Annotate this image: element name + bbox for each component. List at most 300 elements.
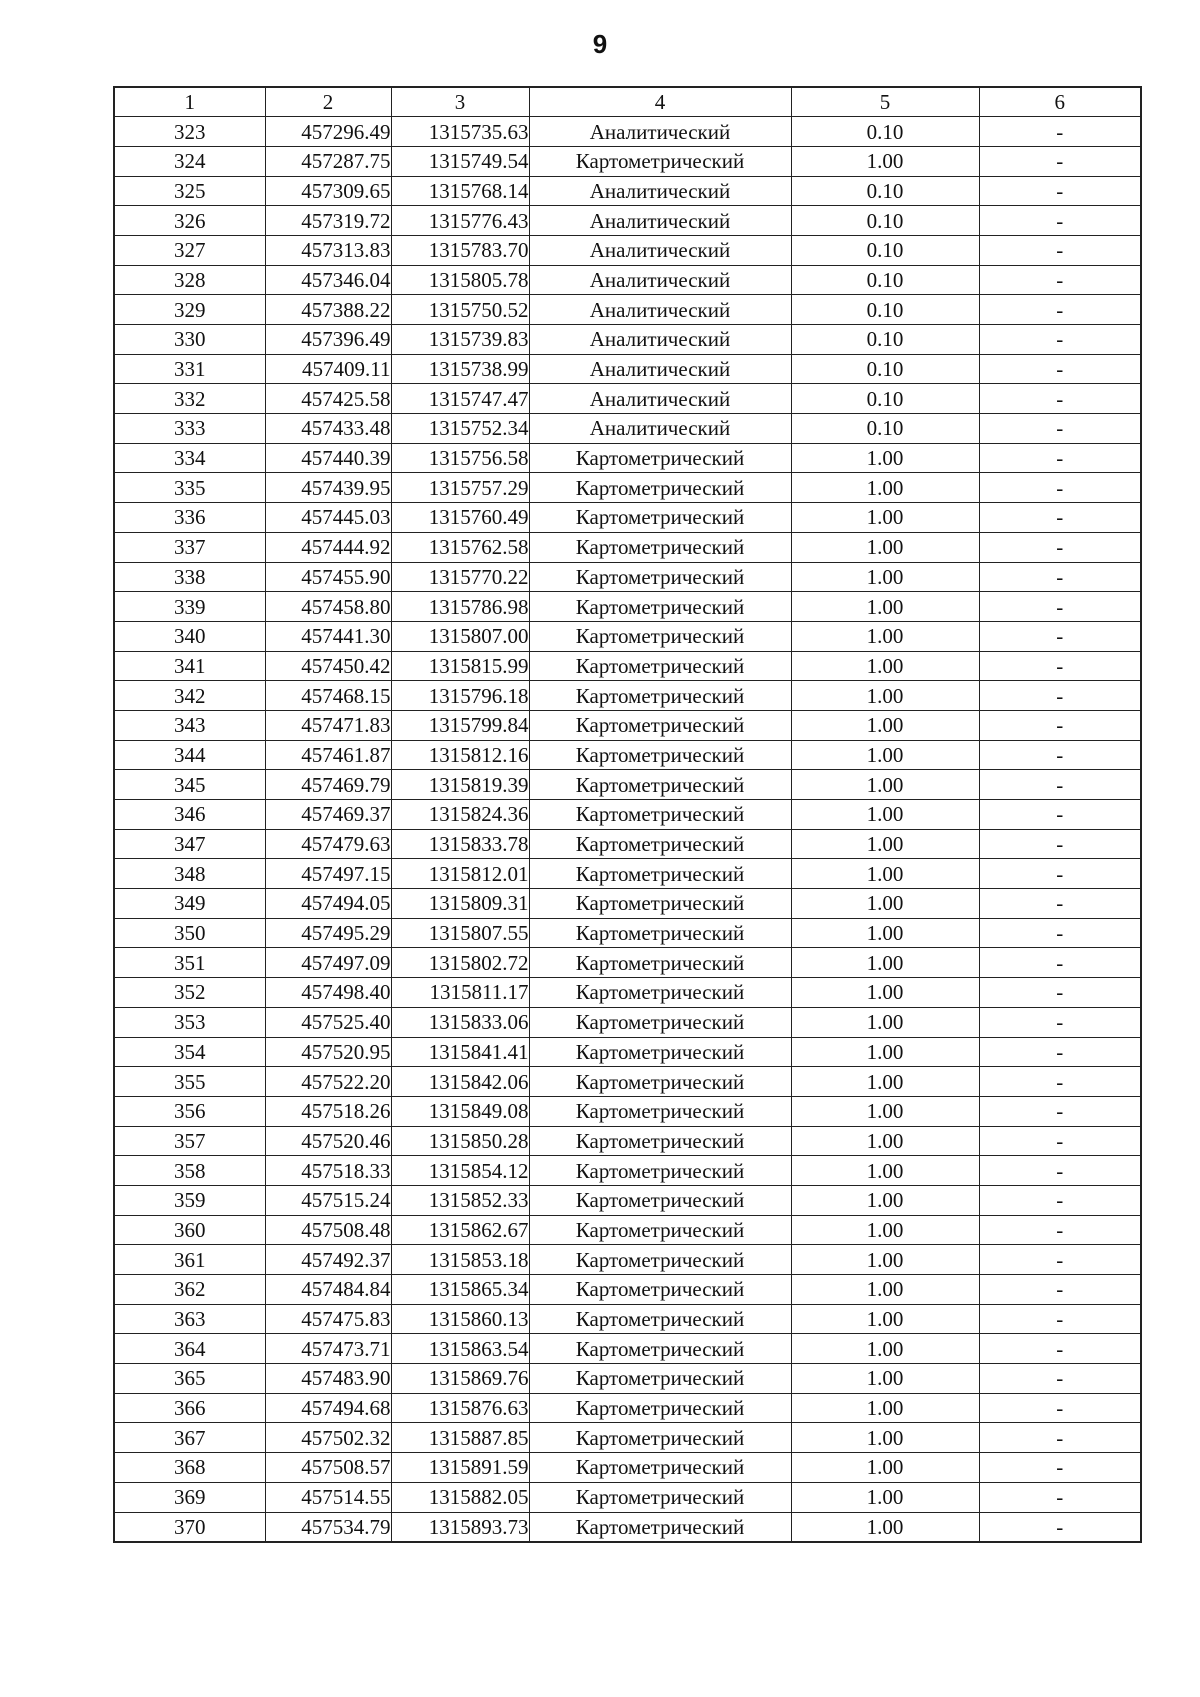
- table-row: [114, 1304, 1141, 1334]
- y-coordinate-cell: 1315812.01: [391, 859, 529, 889]
- method-cell: Картометрический: [529, 1007, 791, 1037]
- method-cell: Картометрический: [529, 1185, 791, 1215]
- method-cell: Картометрический: [529, 859, 791, 889]
- note-cell: -: [979, 1304, 1141, 1334]
- note-cell: -: [979, 1037, 1141, 1067]
- y-coordinate-cell: 1315850.28: [391, 1126, 529, 1156]
- point-number-cell: 328: [114, 265, 265, 295]
- point-number-cell: 347: [114, 829, 265, 859]
- y-coordinate-cell: 1315815.99: [391, 651, 529, 681]
- point-number-cell: 361: [114, 1245, 265, 1275]
- method-cell: Картометрический: [529, 562, 791, 592]
- accuracy-cell: 1.00: [791, 1126, 979, 1156]
- x-coordinate-cell: 457444.92: [265, 532, 391, 562]
- point-number-cell: 338: [114, 562, 265, 592]
- table-row: [114, 473, 1141, 503]
- point-number-cell: 343: [114, 710, 265, 740]
- y-coordinate-cell: 1315807.55: [391, 918, 529, 948]
- method-cell: Картометрический: [529, 146, 791, 176]
- point-number-cell: 342: [114, 681, 265, 711]
- column-header-3: 3: [391, 87, 529, 117]
- table-row: [114, 978, 1141, 1008]
- y-coordinate-cell: 1315809.31: [391, 889, 529, 919]
- x-coordinate-cell: 457468.15: [265, 681, 391, 711]
- method-cell: Аналитический: [529, 176, 791, 206]
- point-number-cell: 346: [114, 800, 265, 830]
- accuracy-cell: 1.00: [791, 1453, 979, 1483]
- note-cell: -: [979, 473, 1141, 503]
- point-number-cell: 356: [114, 1096, 265, 1126]
- column-header-4: 4: [529, 87, 791, 117]
- y-coordinate-cell: 1315783.70: [391, 235, 529, 265]
- accuracy-cell: 1.00: [791, 1245, 979, 1275]
- x-coordinate-cell: 457346.04: [265, 265, 391, 295]
- note-cell: -: [979, 1185, 1141, 1215]
- x-coordinate-cell: 457514.55: [265, 1482, 391, 1512]
- x-coordinate-cell: 457440.39: [265, 443, 391, 473]
- note-cell: -: [979, 889, 1141, 919]
- note-cell: -: [979, 1067, 1141, 1097]
- y-coordinate-cell: 1315869.76: [391, 1364, 529, 1394]
- x-coordinate-cell: 457497.15: [265, 859, 391, 889]
- y-coordinate-cell: 1315849.08: [391, 1096, 529, 1126]
- y-coordinate-cell: 1315812.16: [391, 740, 529, 770]
- column-header-5: 5: [791, 87, 979, 117]
- y-coordinate-cell: 1315887.85: [391, 1423, 529, 1453]
- accuracy-cell: 1.00: [791, 1007, 979, 1037]
- point-number-cell: 367: [114, 1423, 265, 1453]
- point-number-cell: 325: [114, 176, 265, 206]
- accuracy-cell: 1.00: [791, 681, 979, 711]
- method-cell: Картометрический: [529, 740, 791, 770]
- accuracy-cell: 1.00: [791, 978, 979, 1008]
- x-coordinate-cell: 457296.49: [265, 117, 391, 147]
- table-row: [114, 800, 1141, 830]
- table-row: [114, 235, 1141, 265]
- accuracy-cell: 1.00: [791, 503, 979, 533]
- note-cell: -: [979, 1364, 1141, 1394]
- method-cell: Картометрический: [529, 1215, 791, 1245]
- accuracy-cell: 1.00: [791, 800, 979, 830]
- x-coordinate-cell: 457484.84: [265, 1275, 391, 1305]
- table-row: [114, 532, 1141, 562]
- x-coordinate-cell: 457445.03: [265, 503, 391, 533]
- point-number-cell: 333: [114, 414, 265, 444]
- point-number-cell: 365: [114, 1364, 265, 1394]
- accuracy-cell: 1.00: [791, 621, 979, 651]
- y-coordinate-cell: 1315762.58: [391, 532, 529, 562]
- point-number-cell: 368: [114, 1453, 265, 1483]
- note-cell: -: [979, 621, 1141, 651]
- y-coordinate-cell: 1315876.63: [391, 1393, 529, 1423]
- point-number-cell: 364: [114, 1334, 265, 1364]
- accuracy-cell: 1.00: [791, 443, 979, 473]
- y-coordinate-cell: 1315865.34: [391, 1275, 529, 1305]
- note-cell: -: [979, 1393, 1141, 1423]
- table-row: [114, 1453, 1141, 1483]
- table-row: [114, 1512, 1141, 1542]
- point-number-cell: 326: [114, 206, 265, 236]
- note-cell: -: [979, 592, 1141, 622]
- table-row: [114, 1393, 1141, 1423]
- note-cell: -: [979, 265, 1141, 295]
- point-number-cell: 366: [114, 1393, 265, 1423]
- x-coordinate-cell: 457319.72: [265, 206, 391, 236]
- note-cell: -: [979, 1512, 1141, 1542]
- y-coordinate-cell: 1315833.78: [391, 829, 529, 859]
- table-row: [114, 651, 1141, 681]
- table-row: [114, 1067, 1141, 1097]
- accuracy-cell: 0.10: [791, 117, 979, 147]
- note-cell: -: [979, 859, 1141, 889]
- y-coordinate-cell: 1315786.98: [391, 592, 529, 622]
- note-cell: -: [979, 414, 1141, 444]
- y-coordinate-cell: 1315824.36: [391, 800, 529, 830]
- x-coordinate-cell: 457495.29: [265, 918, 391, 948]
- table-row: [114, 1037, 1141, 1067]
- note-cell: -: [979, 1453, 1141, 1483]
- x-coordinate-cell: 457498.40: [265, 978, 391, 1008]
- x-coordinate-cell: 457388.22: [265, 295, 391, 325]
- point-number-cell: 323: [114, 117, 265, 147]
- accuracy-cell: 0.10: [791, 265, 979, 295]
- table-header: [114, 87, 1141, 117]
- x-coordinate-cell: 457439.95: [265, 473, 391, 503]
- table-row: [114, 414, 1141, 444]
- method-cell: Картометрический: [529, 800, 791, 830]
- table-row: [114, 740, 1141, 770]
- method-cell: Картометрический: [529, 503, 791, 533]
- y-coordinate-cell: 1315863.54: [391, 1334, 529, 1364]
- note-cell: -: [979, 562, 1141, 592]
- point-number-cell: 351: [114, 948, 265, 978]
- method-cell: Картометрический: [529, 1096, 791, 1126]
- table-row: [114, 1007, 1141, 1037]
- y-coordinate-cell: 1315841.41: [391, 1037, 529, 1067]
- x-coordinate-cell: 457518.26: [265, 1096, 391, 1126]
- y-coordinate-cell: 1315738.99: [391, 354, 529, 384]
- point-number-cell: 341: [114, 651, 265, 681]
- note-cell: -: [979, 235, 1141, 265]
- y-coordinate-cell: 1315756.58: [391, 443, 529, 473]
- y-coordinate-cell: 1315749.54: [391, 146, 529, 176]
- accuracy-cell: 1.00: [791, 592, 979, 622]
- method-cell: Аналитический: [529, 295, 791, 325]
- method-cell: Картометрический: [529, 1126, 791, 1156]
- accuracy-cell: 1.00: [791, 473, 979, 503]
- point-number-cell: 360: [114, 1215, 265, 1245]
- point-number-cell: 327: [114, 235, 265, 265]
- accuracy-cell: 0.10: [791, 354, 979, 384]
- note-cell: -: [979, 978, 1141, 1008]
- note-cell: -: [979, 295, 1141, 325]
- x-coordinate-cell: 457455.90: [265, 562, 391, 592]
- accuracy-cell: 1.00: [791, 770, 979, 800]
- table-row: [114, 176, 1141, 206]
- point-number-cell: 370: [114, 1512, 265, 1542]
- point-number-cell: 349: [114, 889, 265, 919]
- accuracy-cell: 1.00: [791, 740, 979, 770]
- point-number-cell: 363: [114, 1304, 265, 1334]
- note-cell: -: [979, 206, 1141, 236]
- y-coordinate-cell: 1315799.84: [391, 710, 529, 740]
- accuracy-cell: 1.00: [791, 1393, 979, 1423]
- x-coordinate-cell: 457458.80: [265, 592, 391, 622]
- note-cell: -: [979, 1156, 1141, 1186]
- y-coordinate-cell: 1315882.05: [391, 1482, 529, 1512]
- y-coordinate-cell: 1315770.22: [391, 562, 529, 592]
- table-row: [114, 206, 1141, 236]
- y-coordinate-cell: 1315854.12: [391, 1156, 529, 1186]
- accuracy-cell: 1.00: [791, 1512, 979, 1542]
- method-cell: Картометрический: [529, 1304, 791, 1334]
- note-cell: -: [979, 681, 1141, 711]
- table-row: [114, 295, 1141, 325]
- x-coordinate-cell: 457469.37: [265, 800, 391, 830]
- note-cell: -: [979, 1334, 1141, 1364]
- accuracy-cell: 1.00: [791, 651, 979, 681]
- accuracy-cell: 0.10: [791, 176, 979, 206]
- accuracy-cell: 1.00: [791, 1215, 979, 1245]
- y-coordinate-cell: 1315768.14: [391, 176, 529, 206]
- y-coordinate-cell: 1315807.00: [391, 621, 529, 651]
- table-row: [114, 710, 1141, 740]
- method-cell: Картометрический: [529, 948, 791, 978]
- note-cell: -: [979, 1245, 1141, 1275]
- x-coordinate-cell: 457518.33: [265, 1156, 391, 1186]
- accuracy-cell: 0.10: [791, 206, 979, 236]
- method-cell: Картометрический: [529, 710, 791, 740]
- accuracy-cell: 1.00: [791, 1364, 979, 1394]
- method-cell: Картометрический: [529, 592, 791, 622]
- y-coordinate-cell: 1315860.13: [391, 1304, 529, 1334]
- point-number-cell: 330: [114, 325, 265, 355]
- y-coordinate-cell: 1315852.33: [391, 1185, 529, 1215]
- method-cell: Аналитический: [529, 117, 791, 147]
- x-coordinate-cell: 457520.46: [265, 1126, 391, 1156]
- note-cell: -: [979, 918, 1141, 948]
- y-coordinate-cell: 1315853.18: [391, 1245, 529, 1275]
- x-coordinate-cell: 457475.83: [265, 1304, 391, 1334]
- x-coordinate-cell: 457450.42: [265, 651, 391, 681]
- accuracy-cell: 0.10: [791, 295, 979, 325]
- x-coordinate-cell: 457515.24: [265, 1185, 391, 1215]
- x-coordinate-cell: 457492.37: [265, 1245, 391, 1275]
- method-cell: Аналитический: [529, 206, 791, 236]
- note-cell: -: [979, 325, 1141, 355]
- x-coordinate-cell: 457494.05: [265, 889, 391, 919]
- note-cell: -: [979, 1096, 1141, 1126]
- note-cell: -: [979, 532, 1141, 562]
- point-number-cell: 358: [114, 1156, 265, 1186]
- method-cell: Аналитический: [529, 354, 791, 384]
- x-coordinate-cell: 457313.83: [265, 235, 391, 265]
- accuracy-cell: 1.00: [791, 710, 979, 740]
- note-cell: -: [979, 354, 1141, 384]
- accuracy-cell: 1.00: [791, 829, 979, 859]
- method-cell: Картометрический: [529, 889, 791, 919]
- accuracy-cell: 1.00: [791, 1275, 979, 1305]
- y-coordinate-cell: 1315796.18: [391, 681, 529, 711]
- x-coordinate-cell: 457502.32: [265, 1423, 391, 1453]
- column-header-2: 2: [265, 87, 391, 117]
- note-cell: -: [979, 800, 1141, 830]
- note-cell: -: [979, 176, 1141, 206]
- method-cell: Аналитический: [529, 414, 791, 444]
- accuracy-cell: 1.00: [791, 1304, 979, 1334]
- method-cell: Картометрический: [529, 1245, 791, 1275]
- table-row: [114, 1423, 1141, 1453]
- table-body: [114, 117, 1141, 1542]
- method-cell: Картометрический: [529, 1364, 791, 1394]
- header-row: [114, 87, 1141, 117]
- page-number: 9: [592, 29, 608, 59]
- point-number-cell: 334: [114, 443, 265, 473]
- table-row: [114, 859, 1141, 889]
- table-row: [114, 948, 1141, 978]
- x-coordinate-cell: 457473.71: [265, 1334, 391, 1364]
- x-coordinate-cell: 457309.65: [265, 176, 391, 206]
- accuracy-cell: 1.00: [791, 532, 979, 562]
- note-cell: -: [979, 1482, 1141, 1512]
- accuracy-cell: 1.00: [791, 889, 979, 919]
- point-number-cell: 359: [114, 1185, 265, 1215]
- y-coordinate-cell: 1315802.72: [391, 948, 529, 978]
- x-coordinate-cell: 457287.75: [265, 146, 391, 176]
- x-coordinate-cell: 457483.90: [265, 1364, 391, 1394]
- table-row: [114, 829, 1141, 859]
- accuracy-cell: 0.10: [791, 414, 979, 444]
- accuracy-cell: 1.00: [791, 1423, 979, 1453]
- point-number-cell: 369: [114, 1482, 265, 1512]
- y-coordinate-cell: 1315893.73: [391, 1512, 529, 1542]
- table-row: [114, 889, 1141, 919]
- y-coordinate-cell: 1315760.49: [391, 503, 529, 533]
- method-cell: Картометрический: [529, 770, 791, 800]
- accuracy-cell: 1.00: [791, 562, 979, 592]
- table-row: [114, 1156, 1141, 1186]
- point-number-cell: 329: [114, 295, 265, 325]
- method-cell: Картометрический: [529, 1037, 791, 1067]
- table-row: [114, 770, 1141, 800]
- table-row: [114, 265, 1141, 295]
- table-row: [114, 1334, 1141, 1364]
- method-cell: Картометрический: [529, 1067, 791, 1097]
- method-cell: Картометрический: [529, 651, 791, 681]
- method-cell: Картометрический: [529, 1275, 791, 1305]
- point-number-cell: 355: [114, 1067, 265, 1097]
- method-cell: Картометрический: [529, 1512, 791, 1542]
- point-number-cell: 350: [114, 918, 265, 948]
- x-coordinate-cell: 457409.11: [265, 354, 391, 384]
- table-row: [114, 621, 1141, 651]
- accuracy-cell: 1.00: [791, 859, 979, 889]
- table-row: [114, 503, 1141, 533]
- note-cell: -: [979, 710, 1141, 740]
- point-number-cell: 345: [114, 770, 265, 800]
- note-cell: -: [979, 948, 1141, 978]
- accuracy-cell: 1.00: [791, 1037, 979, 1067]
- point-number-cell: 332: [114, 384, 265, 414]
- y-coordinate-cell: 1315757.29: [391, 473, 529, 503]
- column-header-1: 1: [114, 87, 265, 117]
- y-coordinate-cell: 1315833.06: [391, 1007, 529, 1037]
- table-row: [114, 1185, 1141, 1215]
- method-cell: Картометрический: [529, 1453, 791, 1483]
- method-cell: Картометрический: [529, 443, 791, 473]
- x-coordinate-cell: 457396.49: [265, 325, 391, 355]
- method-cell: Картометрический: [529, 918, 791, 948]
- table-row: [114, 592, 1141, 622]
- note-cell: -: [979, 829, 1141, 859]
- note-cell: -: [979, 146, 1141, 176]
- method-cell: Картометрический: [529, 829, 791, 859]
- y-coordinate-cell: 1315750.52: [391, 295, 529, 325]
- table-row: [114, 1364, 1141, 1394]
- table-row: [114, 562, 1141, 592]
- point-number-cell: 335: [114, 473, 265, 503]
- table-row: [114, 1245, 1141, 1275]
- x-coordinate-cell: 457494.68: [265, 1393, 391, 1423]
- method-cell: Картометрический: [529, 621, 791, 651]
- x-coordinate-cell: 457471.83: [265, 710, 391, 740]
- point-number-cell: 352: [114, 978, 265, 1008]
- point-number-cell: 357: [114, 1126, 265, 1156]
- y-coordinate-cell: 1315776.43: [391, 206, 529, 236]
- accuracy-cell: 1.00: [791, 1067, 979, 1097]
- method-cell: Картометрический: [529, 532, 791, 562]
- y-coordinate-cell: 1315805.78: [391, 265, 529, 295]
- table-row: [114, 1482, 1141, 1512]
- accuracy-cell: 0.10: [791, 384, 979, 414]
- note-cell: -: [979, 117, 1141, 147]
- note-cell: -: [979, 1007, 1141, 1037]
- column-header-6: 6: [979, 87, 1141, 117]
- x-coordinate-cell: 457425.58: [265, 384, 391, 414]
- method-cell: Картометрический: [529, 1482, 791, 1512]
- x-coordinate-cell: 457461.87: [265, 740, 391, 770]
- note-cell: -: [979, 443, 1141, 473]
- y-coordinate-cell: 1315739.83: [391, 325, 529, 355]
- table-row: [114, 443, 1141, 473]
- table-row: [114, 1275, 1141, 1305]
- point-number-cell: 337: [114, 532, 265, 562]
- point-number-cell: 362: [114, 1275, 265, 1305]
- table-row: [114, 1096, 1141, 1126]
- method-cell: Картометрический: [529, 1393, 791, 1423]
- point-number-cell: 344: [114, 740, 265, 770]
- y-coordinate-cell: 1315842.06: [391, 1067, 529, 1097]
- y-coordinate-cell: 1315752.34: [391, 414, 529, 444]
- accuracy-cell: 1.00: [791, 1185, 979, 1215]
- y-coordinate-cell: 1315862.67: [391, 1215, 529, 1245]
- method-cell: Аналитический: [529, 235, 791, 265]
- table-row: [114, 384, 1141, 414]
- accuracy-cell: 1.00: [791, 1156, 979, 1186]
- x-coordinate-cell: 457508.48: [265, 1215, 391, 1245]
- method-cell: Картометрический: [529, 978, 791, 1008]
- x-coordinate-cell: 457534.79: [265, 1512, 391, 1542]
- x-coordinate-cell: 457441.30: [265, 621, 391, 651]
- method-cell: Аналитический: [529, 384, 791, 414]
- table-row: [114, 146, 1141, 176]
- x-coordinate-cell: 457508.57: [265, 1453, 391, 1483]
- accuracy-cell: 0.10: [791, 325, 979, 355]
- note-cell: -: [979, 1215, 1141, 1245]
- x-coordinate-cell: 457479.63: [265, 829, 391, 859]
- x-coordinate-cell: 457497.09: [265, 948, 391, 978]
- y-coordinate-cell: 1315891.59: [391, 1453, 529, 1483]
